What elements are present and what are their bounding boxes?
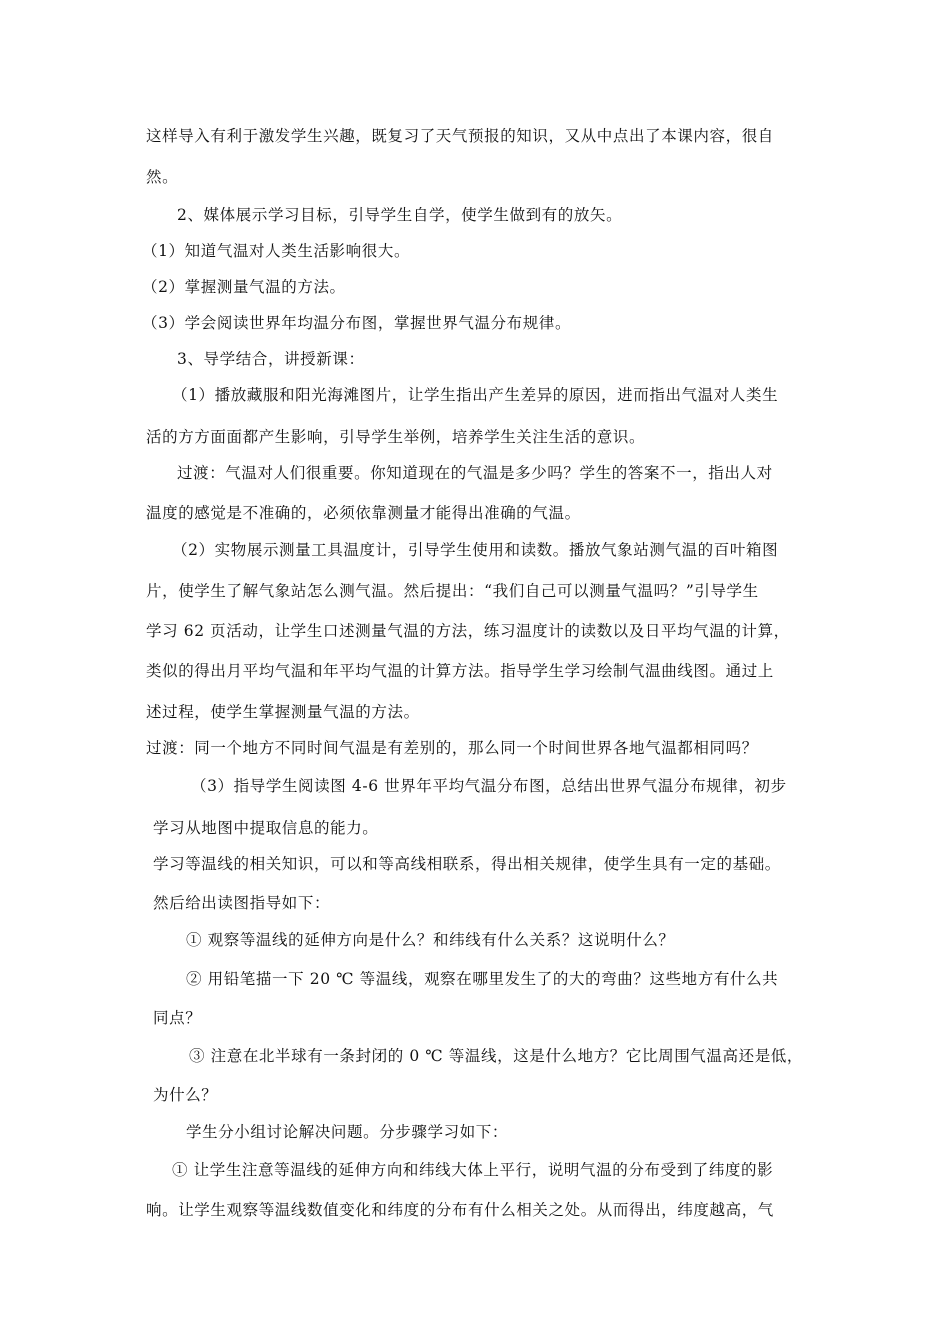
text-line: （1）知道气温对人类生活影响很大。 <box>142 242 411 260</box>
text-line: ② 用铅笔描一下 20 ℃ 等温线，观察在哪里发生了的大的弯曲？这些地方有什么共 <box>186 970 779 988</box>
text-line: 2、媒体展示学习目标，引导学生自学，使学生做到有的放矢。 <box>177 206 623 224</box>
text-line: 学习从地图中提取信息的能力。 <box>153 819 379 837</box>
text-line: （2）实物展示测量工具温度计，引导学生使用和读数。播放气象站测气温的百叶箱图 <box>172 541 779 559</box>
text-line: 响。让学生观察等温线数值变化和纬度的分布有什么相关之处。从而得出，纬度越高，气 <box>146 1201 774 1219</box>
text-line: 类似的得出月平均气温和年平均气温的计算方法。指导学生学习绘制气温曲线图。通过上 <box>146 662 774 680</box>
text-line: 片，使学生了解气象站怎么测气温。然后提出：“我们自己可以测量气温吗？”引导学生 <box>146 582 759 600</box>
text-line: 3、导学结合，讲授新课： <box>177 350 365 368</box>
text-line: 述过程，使学生掌握测量气温的方法。 <box>146 703 420 721</box>
text-line: 学习等温线的相关知识，可以和等高线相联系，得出相关规律，使学生具有一定的基础。 <box>153 855 781 873</box>
text-line: （1）播放藏服和阳光海滩图片，让学生指出产生差异的原因，进而指出气温对人类生 <box>172 386 779 404</box>
text-line: 温度的感觉是不准确的，必须依靠测量才能得出准确的气温。 <box>146 504 581 522</box>
text-line: 同点？ <box>153 1009 202 1027</box>
text-line: 学生分小组讨论解决问题。分步骤学习如下： <box>186 1123 509 1141</box>
text-line: 过渡：气温对人们很重要。你知道现在的气温是多少吗？学生的答案不一，指出人对 <box>177 464 773 482</box>
text-line: ① 观察等温线的延伸方向是什么？和纬线有什么关系？这说明什么？ <box>186 931 675 949</box>
text-line: 为什么？ <box>153 1086 218 1104</box>
text-line: 这样导入有利于激发学生兴趣，既复习了天气预报的知识，又从中点出了本课内容，很自 <box>146 127 774 145</box>
text-line: 过渡：同一个地方不同时间气温是有差别的，那么同一个时间世界各地气温都相同吗？ <box>146 739 758 757</box>
text-line: ③ 注意在北半球有一条封闭的 0 ℃ 等温线，这是什么地方？它比周围气温高还是低， <box>189 1047 804 1065</box>
text-line: 然后给出读图指导如下： <box>153 894 331 912</box>
text-line: 学习 62 页活动，让学生口述测量气温的方法，练习温度计的读数以及日平均气温的计算， <box>146 622 790 640</box>
text-line: （3）学会阅读世界年均温分布图，掌握世界气温分布规律。 <box>142 314 572 332</box>
text-line: （3）指导学生阅读图 4-6 世界年平均气温分布图，总结出世界气温分布规律，初步 <box>191 777 787 795</box>
text-line: （2）掌握测量气温的方法。 <box>142 278 346 296</box>
text-line: ① 让学生注意等温线的延伸方向和纬线大体上平行，说明气温的分布受到了纬度的影 <box>172 1161 774 1179</box>
text-line: 然。 <box>146 168 179 186</box>
text-line: 活的方方面面都产生影响，引导学生举例，培养学生关注生活的意识。 <box>146 428 646 446</box>
